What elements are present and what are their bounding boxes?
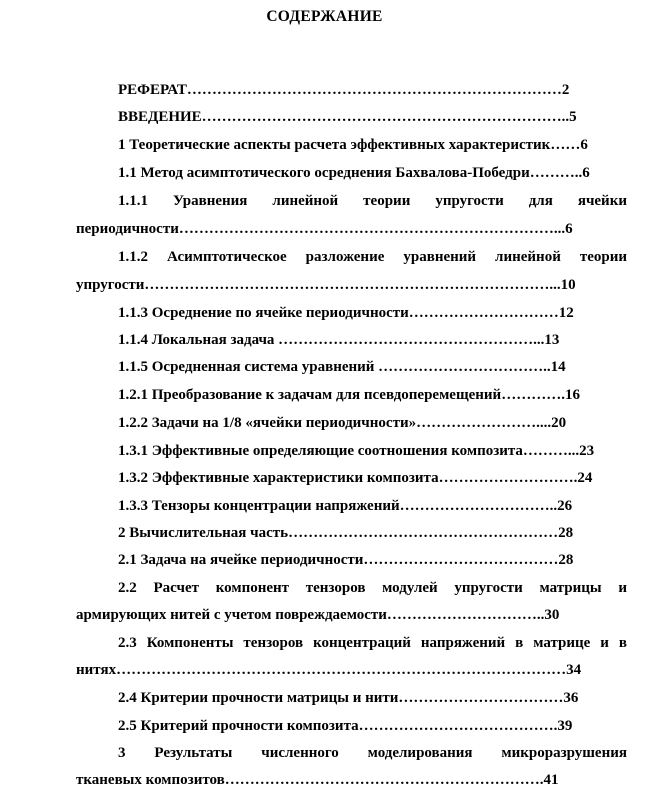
toc-entry-1-1-2-line1: 1.1.2 Асимптотическое разложение уравнений линейной теории (118, 249, 627, 265)
toc-entry-1-1: 1.1 Метод асимптотического осреднения Бахвалова-Победри………..6 (118, 165, 590, 181)
toc-entry-1-1-3: 1.1.3 Осреднение по ячейке периодичности…………………………12 (118, 305, 574, 321)
toc-entry-3-line1: 3 Результаты численного моделирования микроразрушения (118, 745, 627, 761)
toc-entry-2-4: 2.4 Критерии прочности матрицы и нити……………………………36 (118, 690, 579, 706)
toc-entry-1: 1 Теоретические аспекты расчета эффективных характеристик……6 (118, 137, 588, 153)
toc-entry-1-1-2-line2: упругости………………………………………………………………………...10 (76, 277, 576, 293)
toc-entry-1-1-4: 1.1.4 Локальная задача ……………………………………………...13 (118, 332, 560, 348)
toc-entry-1-1-1-line2: периодичности…………………………………………………………………...6 (76, 221, 573, 237)
toc-entry-1-3-2: 1.3.2 Эффективные характеристики композита……………………….24 (118, 470, 593, 486)
toc-entry-1-2-1: 1.2.1 Преобразование к задачам для псевдоперемещений………….16 (118, 387, 580, 403)
toc-entry-1-1-1-line1: 1.1.1 Уравнения линейной теории упругости для ячейки (118, 193, 627, 209)
toc-entry-1-3-3: 1.3.3 Тензоры концентрации напряжений…………………………..26 (118, 498, 573, 514)
toc-entry-referat: РЕФЕРАТ…………………………………………………………………2 (118, 82, 570, 98)
toc-entry-2-2-line2: армирующих нитей с учетом повреждаемости…………………………..30 (76, 607, 560, 623)
toc-entry-1-1-5: 1.1.5 Осредненная система уравнений ……………………………..14 (118, 359, 566, 375)
toc-entry-3-line2: тканевых композитов……………………………………………………….41 (76, 772, 559, 788)
toc-entry-1-2-2: 1.2.2 Задачи на 1/8 «ячейки периодичности»……………………....20 (118, 415, 567, 431)
toc-entry-2-1: 2.1 Задача на ячейке периодичности…………………………………28 (118, 552, 574, 568)
toc-entry-2-3-line2: нитях………………………………………………………………………………34 (76, 662, 582, 678)
toc-entry-2-5: 2.5 Критерий прочности композита………………………………….39 (118, 718, 573, 734)
toc-entry-2-2-line1: 2.2 Расчет компонент тензоров модулей упругости матрицы и (118, 580, 627, 596)
toc-entry-1-3-1: 1.3.1 Эффективные определяющие соотношения композита………...23 (118, 443, 595, 459)
toc-entry-vvedenie: ВВЕДЕНИЕ………………………………………………………………..5 (118, 109, 577, 125)
toc-entry-2: 2 Вычислительная часть………………………………………………28 (118, 525, 574, 541)
toc-entry-2-3-line1: 2.3 Компоненты тензоров концентраций напряжений в матрице и в (118, 635, 627, 651)
page-title: СОДЕРЖАНИЕ (266, 8, 383, 25)
